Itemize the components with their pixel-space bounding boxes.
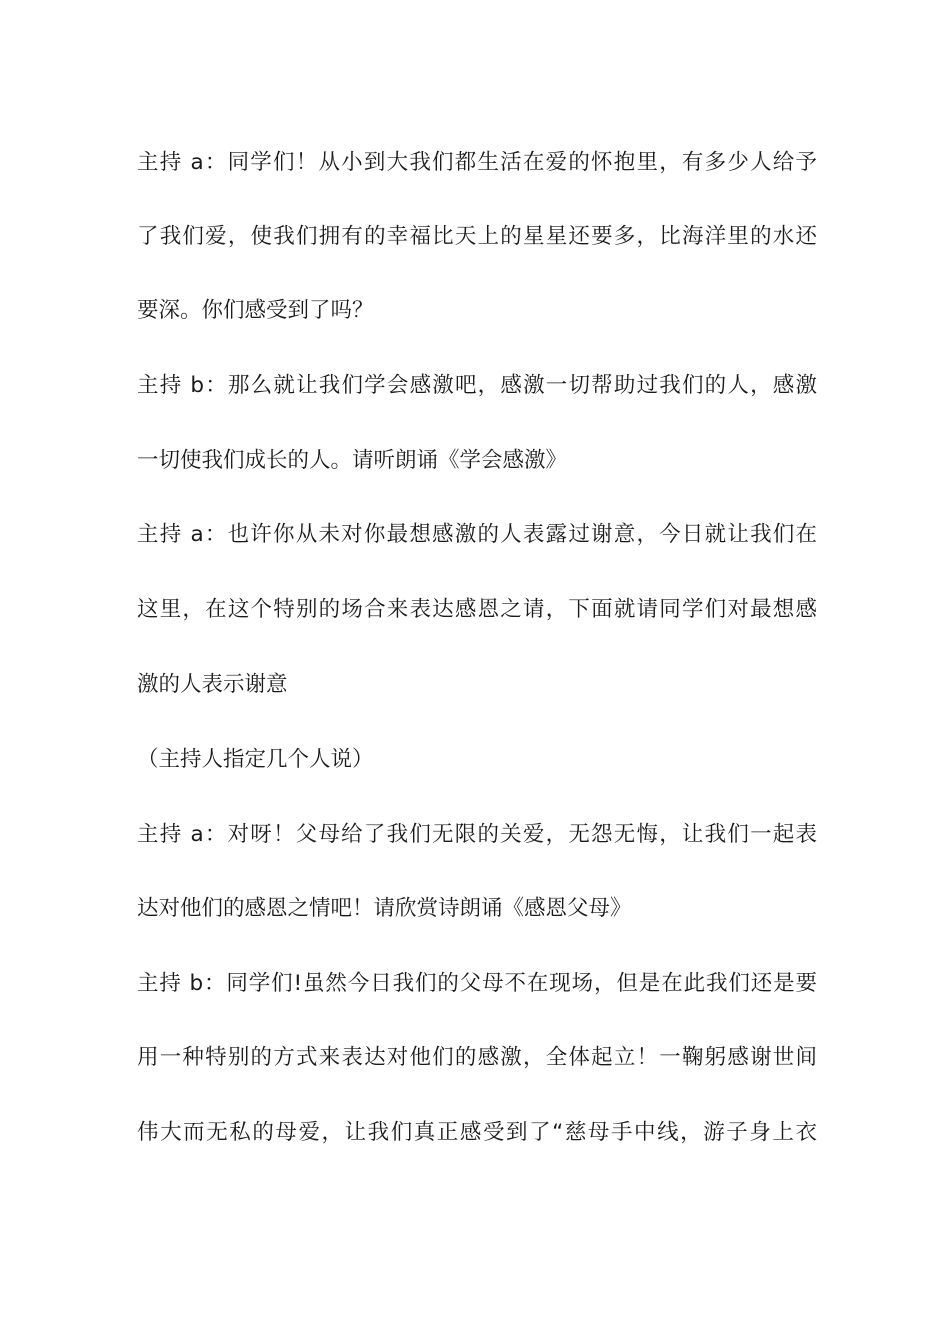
text-line-5: 一切使我们成长的人。请听朗诵《学会感激》: [137, 448, 568, 473]
text-line-10: 主持 a：对呀！父母给了我们无限的关爱，无怨无悔，让我们一起表: [137, 822, 817, 847]
text-line-7: 这里，在这个特别的场合来表达感恩之请，下面就请同学们对最想感: [137, 597, 817, 622]
text-line-4: 主持 b：那么就让我们学会感激吧，感激一切帮助过我们的人，感激: [137, 373, 817, 398]
text-line-9: （主持人指定几个人说）: [137, 747, 374, 772]
text-line-11: 达对他们的感恩之情吧！请欣赏诗朗诵《感恩父母》: [137, 896, 632, 921]
text-line-2: 了我们爱，使我们拥有的幸福比天上的星星还要多，比海洋里的水还: [137, 224, 817, 249]
text-line-6: 主持 a：也许你从未对你最想感激的人表露过谢意，今日就让我们在: [137, 522, 817, 547]
text-line-8: 激的人表示谢意: [137, 672, 288, 697]
text-line-13: 用一种特别的方式来表达对他们的感激，全体起立！一鞠躬感谢世间: [137, 1045, 817, 1070]
text-line-14: 伟大而无私的母爱，让我们真正感受到了“慈母手中线，游子身上衣: [137, 1120, 817, 1145]
text-line-1: 主持 a：同学们！从小到大我们都生活在爱的怀抱里，有多少人给予: [137, 150, 817, 175]
text-line-3: 要深。你们感受到了吗？: [137, 298, 374, 323]
text-line-12: 主持 b：同学们!虽然今日我们的父母不在现场，但是在此我们还是要: [137, 971, 817, 996]
